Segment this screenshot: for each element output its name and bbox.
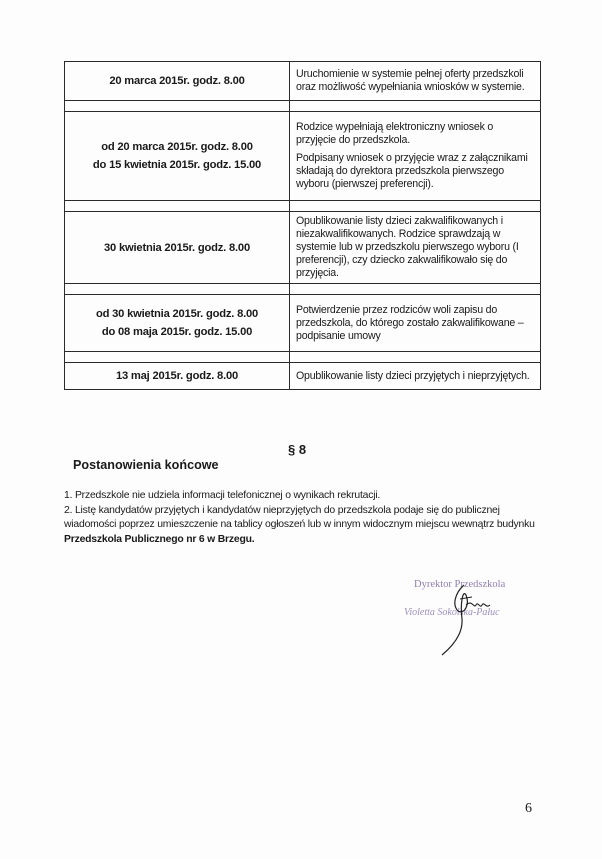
- stamp-name: Violetta Sokolska-Pałuc: [404, 607, 500, 618]
- director-stamp-signature: [400, 575, 540, 665]
- table-row: [65, 212, 541, 284]
- table-row: [65, 295, 541, 352]
- description-paragraph: Uruchomienie w systemie pełnej oferty przedszkoli oraz możliwość wypełniania wniosków w systemie.: [296, 68, 525, 93]
- paragraph-2-institution: Przedszkola Publicznego nr 6 w Brzegu.: [64, 533, 255, 545]
- section-number: § 8: [288, 442, 307, 457]
- final-provisions-text: [64, 489, 544, 547]
- schedule-date: [65, 212, 290, 284]
- date-line: 13 maj 2015r. godz. 8.00: [115, 370, 239, 382]
- paragraph-2: [64, 504, 544, 548]
- date-line: od 30 kwietnia 2015r. godz. 8.00: [95, 308, 259, 320]
- schedule-date: [65, 295, 290, 352]
- stamp-title: Dyrektor Przedszkola: [414, 579, 506, 590]
- description-paragraph: Potwierdzenie przez rodziców woli zapisu do przedszkola, do którego zostało zakwalifikowane – podpisanie umowy: [296, 303, 524, 342]
- date-line: do 08 maja 2015r. godz. 15.00: [101, 326, 253, 338]
- date-line: 30 kwietnia 2015r. godz. 8.00: [104, 241, 250, 254]
- description-paragraph: Podpisany wniosek o przyjęcie wraz z załącznikami składają do dyrektora przedszkola pierwszego wyboru (pierwszej preferencji).: [296, 152, 528, 190]
- schedule-description: [290, 112, 541, 201]
- date-line: 20 marca 2015r. godz. 8.00: [109, 75, 245, 87]
- schedule-date: [65, 112, 290, 201]
- table-row: [65, 62, 541, 101]
- date-line: od 20 marca 2015r. godz. 8.00: [101, 141, 253, 153]
- description-paragraph: Rodzice wypełniają elektroniczny wniosek o przyjęcie do przedszkola.: [296, 121, 494, 146]
- handwritten-signature: [400, 575, 540, 665]
- table-spacer-row: [65, 352, 541, 363]
- schedule-description: [290, 62, 541, 101]
- table-spacer-row: [65, 201, 541, 212]
- table-row: [65, 363, 541, 390]
- table-spacer-row: [65, 284, 541, 295]
- description-paragraph: Opublikowanie listy dzieci przyjętych i nieprzyjętych.: [296, 369, 530, 382]
- recruitment-schedule-table: [64, 61, 541, 390]
- paragraph-2-text: 2. Listę kandydatów przyjętych i kandydatów nieprzyjętych do przedszkola podaje się do publicznej wiadomości poprzez umieszczenie na tablicy ogłoszeń lub w innym widocznym miejscu wewnątrz budynku: [64, 504, 535, 531]
- schedule-description: [290, 212, 541, 284]
- section-title: Postanowienia końcowe: [73, 458, 219, 472]
- description-paragraph: Opublikowanie listy dzieci zakwalifikowanych i niezakwalifikowanych. Rodzice sprawdzają w systemie lub w przedszkolu pierwszego wyboru (I preferencji), czy dziecko zakwalifikowało się do przyjęcia.: [296, 215, 519, 279]
- schedule-description: [290, 363, 541, 390]
- table-spacer-row: [65, 101, 541, 112]
- schedule-description: [290, 295, 541, 352]
- schedule-date: [65, 62, 290, 101]
- table-row: [65, 112, 541, 201]
- page-number: 6: [525, 801, 532, 816]
- date-line: do 15 kwietnia 2015r. godz. 15.00: [92, 159, 262, 171]
- schedule-date: [65, 363, 290, 390]
- paragraph-1: 1. Przedszkole nie udziela informacji telefonicznej o wynikach rekrutacji.: [64, 490, 381, 501]
